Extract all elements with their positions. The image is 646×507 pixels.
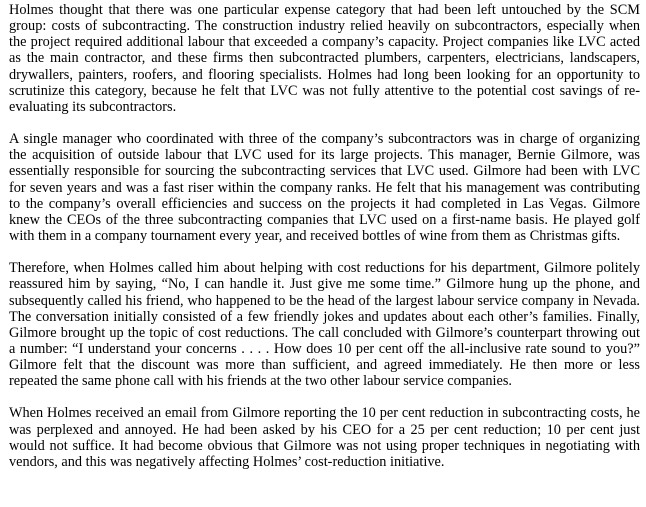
paragraph-phone-call: Therefore, when Holmes called him about helping with cost reductions for his department, Gilmore politely reassured him by saying, “No, I can handle it. Just give me some time.” Gilmore hung up the phone, and subsequently called his friend, who happened to be the head of the largest labour service company in Nevada. The conversation initially consisted of a few friendly jokes and updates about each other’s families. Finally, Gilmore brought up the topic of cost reductions. The call concluded with Gilmore’s counterpart throwing out a number: “I understand your concerns . . . . How does 10 per cent off the all-inclusive rate sound to you?” Gilmore felt that the discount was more than sufficient, and agreed immediately. He then more or less repeated the same phone call with his friends at the two other labour service companies. xyxy=(9,260,640,390)
paragraph-subcontracting-costs: Holmes thought that there was one particular expense category that had been left untouched by the SCM group: costs of subcontracting. The construction industry relied heavily on subcontractors, especially when the project required additional labour that exceeded a company’s capacity. Project companies like LVC acted as the main contractor, and these firms then subcontracted plumbers, carpenters, electricians, landscapers, drywallers, painters, roofers, and flooring specialists. Holmes had long been looking for an opportunity to scrutinize this category, because he felt that LVC was not fully attentive to the potential cost savings of re-evaluating its subcontractors. xyxy=(9,2,640,115)
paragraph-bernie-gilmore: A single manager who coordinated with three of the company’s subcontractors was in charge of organizing the acquisition of outside labour that LVC used for its large projects. This manager, Bernie Gilmore, was essentially responsible for sourcing the subcontracting services that LVC used. Gilmore had been with LVC for seven years and was a fast riser within the company ranks. He felt that his management was contributing to the company’s overall efficiencies and success on the projects it had completed in Las Vegas. Gilmore knew the CEOs of the three subcontracting companies that LVC used on a first-name basis. He played golf with them in a company tournament every year, and received bottles of wine from them as Christmas gifts. xyxy=(9,131,640,245)
paragraph-holmes-reaction: When Holmes received an email from Gilmore reporting the 10 per cent reduction in subcontracting costs, he was perplexed and annoyed. He had been asked by his CEO for a 25 per cent reduction; 10 per cent just would not suffice. It had become obvious that Gilmore was not using proper techniques in negotiating with vendors, and this was negatively affecting Holmes’ cost-reduction initiative. xyxy=(9,405,640,470)
